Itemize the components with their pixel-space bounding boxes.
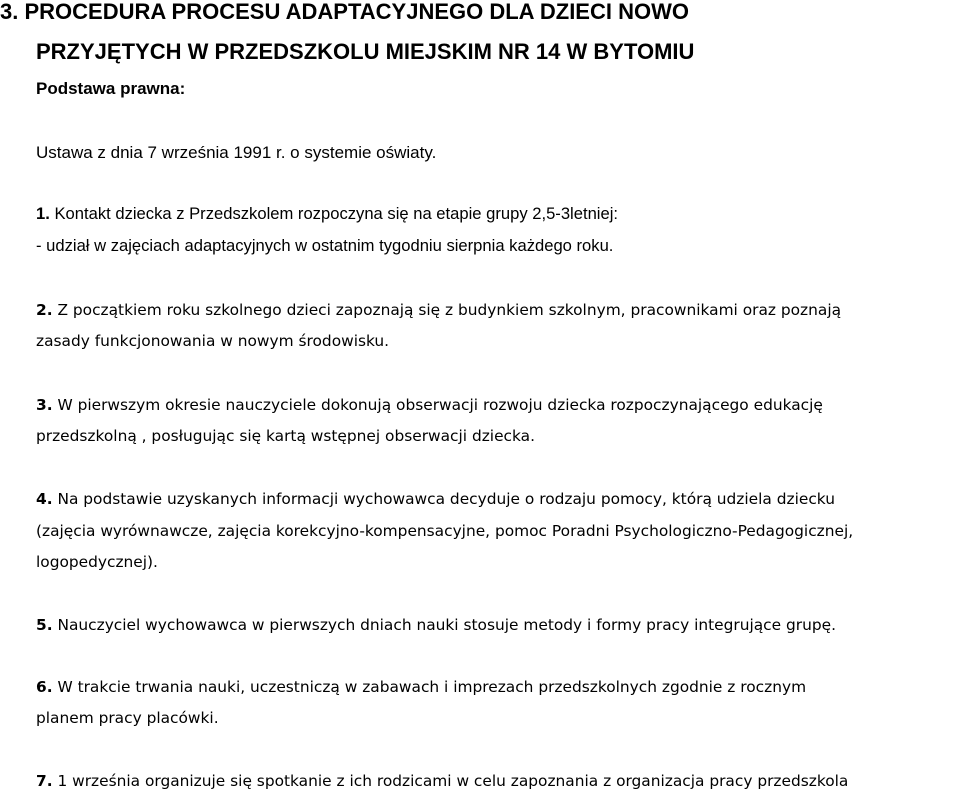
- list-item-number: 6.: [36, 678, 53, 696]
- list-item-3-line-1: [36, 395, 823, 415]
- list-item-3-line-2: przedszkolną , posługując się kartą wstępnej obserwacji dziecka.: [36, 427, 535, 445]
- legal-basis-heading: Podstawa prawna:: [36, 79, 186, 98]
- list-item-text: 1 września organizuje się spotkanie z ich rodzicami w celu zapoznania z organizacja pracy przedszkola: [52, 772, 849, 790]
- document-title-line-1: 3. PROCEDURA PROCESU ADAPTACYJNEGO DLA DZIECI NOWO: [0, 0, 689, 24]
- list-item-text: Na podstawie uzyskanych informacji wychowawca decyduje o rodzaju pomocy, którą udziela dziecku: [52, 490, 835, 508]
- list-item-number: 3.: [36, 396, 53, 414]
- list-item-6-line-1: [36, 677, 806, 697]
- list-item-7-line-1: [36, 771, 848, 791]
- list-item-1-line-1: [36, 204, 618, 224]
- list-item-number: 5.: [36, 616, 53, 634]
- list-item-2-line-2: zasady funkcjonowania w nowym środowisku.: [36, 332, 390, 350]
- list-item-text: W pierwszym okresie nauczyciele dokonują obserwacji rozwoju dziecka rozpoczynającego edukację: [52, 396, 823, 414]
- list-item-4-line-2: (zajęcia wyrównawcze, zajęcia korekcyjno-kompensacyjne, pomoc Poradni Psychologiczno-Pedagogicznej,: [36, 522, 854, 540]
- list-item-4-line-1: [36, 489, 835, 509]
- list-item-1-line-2: - udział w zajęciach adaptacyjnych w ostatnim tygodniu sierpnia każdego roku.: [36, 236, 614, 255]
- list-item-text: Nauczyciel wychowawca w pierwszych dniach nauki stosuje metody i formy pracy integrujące grupę.: [52, 616, 836, 634]
- list-item-text: W trakcie trwania nauki, uczestniczą w zabawach i imprezach przedszkolnych zgodnie z rocznym: [52, 678, 807, 696]
- list-item-number: 2.: [36, 301, 53, 319]
- list-item-number: 4.: [36, 490, 53, 508]
- list-item-5-line-1: [36, 615, 836, 635]
- list-item-text: Z początkiem roku szkolnego dzieci zapoznają się z budynkiem szkolnym, pracownikami oraz poznają: [52, 301, 842, 319]
- list-item-4-line-3: logopedycznej).: [36, 553, 158, 571]
- list-item-6-line-2: planem pracy placówki.: [36, 709, 219, 727]
- document-title-line-2: PRZYJĘTYCH W PRZEDSZKOLU MIEJSKIM NR 14 W BYTOMIU: [36, 39, 695, 64]
- list-item-number: 7.: [36, 772, 53, 790]
- list-item-2-line-1: [36, 300, 841, 320]
- legal-basis-text: Ustawa z dnia 7 września 1991 r. o systemie oświaty.: [36, 143, 437, 162]
- list-item-text: Kontakt dziecka z Przedszkolem rozpoczyna się na etapie grupy 2,5-3letniej:: [49, 204, 619, 223]
- list-item-number: 1.: [36, 204, 50, 223]
